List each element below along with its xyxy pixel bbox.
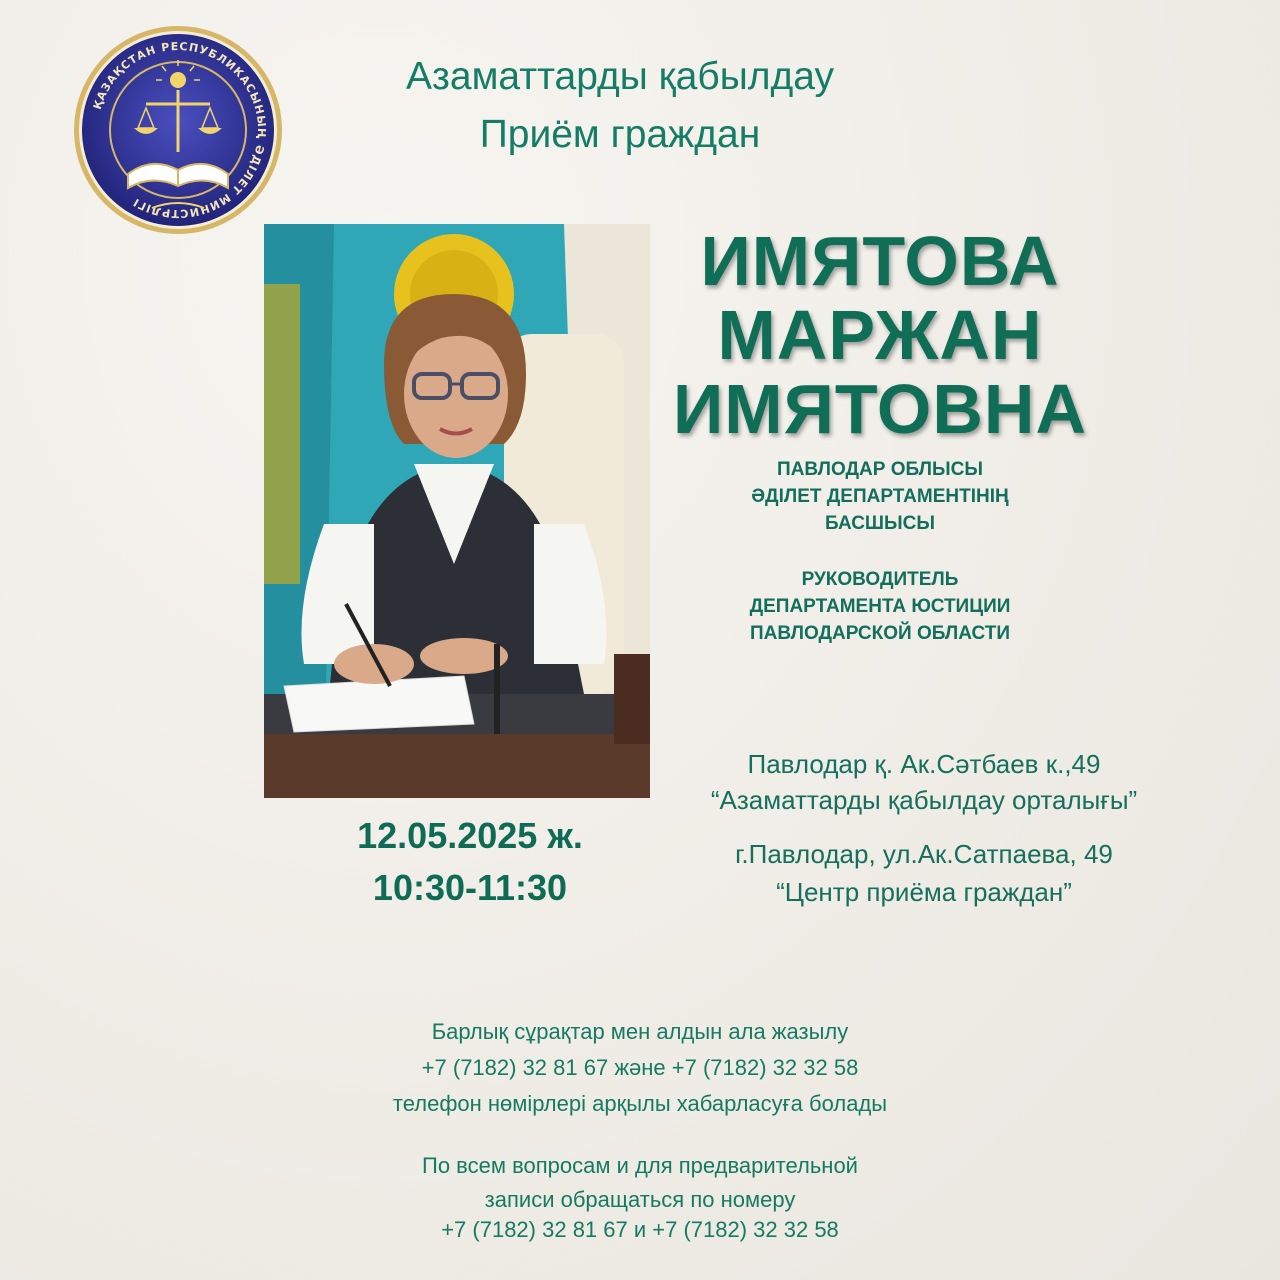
- official-photo: [264, 224, 650, 798]
- header-title-kz: Азаматтарды қабылдау: [405, 55, 834, 98]
- contact-ru-line2: записи обращаться по номеру: [484, 1187, 796, 1212]
- official-surname: ИМЯТОВА: [700, 222, 1060, 300]
- position-kz-line3: БАСШЫСЫ: [825, 513, 935, 534]
- reception-time: 10:30-11:30: [372, 867, 568, 908]
- contact-ru-line1: По всем вопросам и для предварительной: [422, 1153, 858, 1178]
- position-ru-line2: ДЕПАРТАМЕНТА ЮСТИЦИИ: [749, 596, 1011, 617]
- contact-ru-phones: +7 (7182) 32 81 67 и +7 (7182) 32 32 58: [441, 1217, 839, 1242]
- ministry-emblem-icon: [72, 24, 284, 236]
- reception-date: 12.05.2025 ж.: [357, 815, 583, 856]
- position-ru-line1: РУКОВОДИТЕЛЬ: [801, 569, 959, 590]
- contact-kz-line3: телефон нөмірлері арқылы хабарласуға болады: [392, 1091, 888, 1116]
- address-ru-center: “Центр приёма граждан”: [776, 877, 1072, 907]
- address-ru-street: г.Павлодар, ул.Ак.Сатпаева, 49: [735, 839, 1113, 869]
- header-title-ru: Приём граждан: [479, 113, 761, 156]
- ministry-logo: [72, 24, 284, 236]
- position-ru-line3: ПАВЛОДАРСКОЙ ОБЛАСТИ: [749, 623, 1011, 644]
- address-kz-center: “Азаматтарды қабылдау орталығы”: [710, 785, 1138, 815]
- contact-kz-line1: Барлық сұрақтар мен алдын ала жазылу: [431, 1019, 849, 1044]
- address-kz-street: Павлодар қ. Ак.Сәтбаев к.,49: [747, 749, 1101, 779]
- position-kz-line1: ПАВЛОДАР ОБЛЫСЫ: [777, 459, 983, 480]
- position-kz-line2: ӘДІЛЕТ ДЕПАРТАМЕНТІНІҢ: [751, 486, 1009, 507]
- official-patronymic: ИМЯТОВНА: [672, 370, 1088, 448]
- contact-kz-phones: +7 (7182) 32 81 67 және +7 (7182) 32 32 58: [421, 1055, 859, 1080]
- portrait-illustration-icon: [264, 224, 650, 798]
- logo-ring-text: ҚАЗАҚСТАН РЕСПУБЛИКАСЫНЫҢ ӘДІЛЕТ МИНИСТРЛІГІ: [90, 39, 269, 221]
- official-first-name: МАРЖАН: [717, 296, 1043, 374]
